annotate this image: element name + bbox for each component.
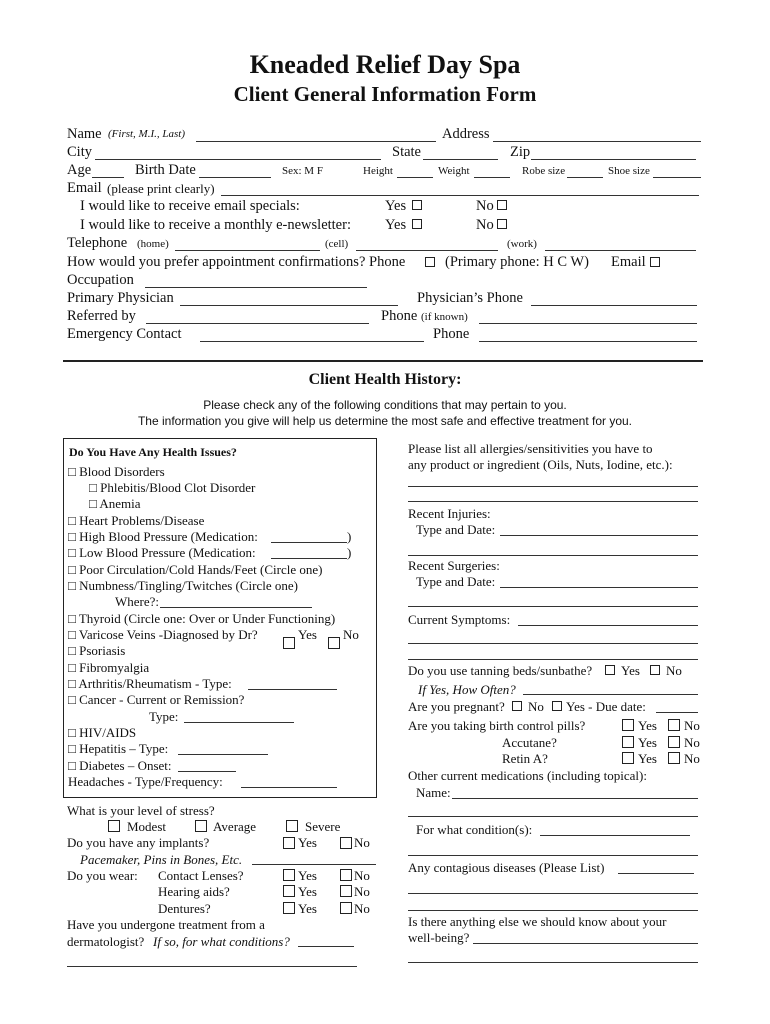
form-title: Kneaded Relief Day Spa [249, 50, 521, 79]
symptoms-field-3[interactable] [408, 659, 698, 660]
headaches-field[interactable] [241, 787, 337, 788]
confirm-phone-checkbox[interactable] [425, 257, 435, 267]
wellbeing-field-2[interactable] [408, 962, 698, 963]
shoe-size-label: Shoe size [608, 165, 650, 177]
emergency-contact-field[interactable] [200, 341, 424, 342]
birth-control-question: Are you taking birth control pills? [408, 718, 586, 733]
email-specials-no-checkbox[interactable] [497, 200, 507, 210]
hbp-medication-field[interactable] [271, 542, 347, 543]
tanning-how-often: If Yes, How Often? [418, 682, 516, 697]
birth-date-label: Birth Date [135, 162, 196, 178]
lbp-paren: ) [347, 545, 352, 560]
varicose-veins-item[interactable]: □ Varicose Veins -Diagnosed by Dr? [68, 627, 258, 642]
hearing-yes-label: Yes [298, 884, 317, 899]
varicose-yes-checkbox[interactable] [283, 637, 295, 649]
accutane-question: Accutane? [502, 735, 557, 750]
city-label: City [67, 144, 92, 160]
work-phone-field[interactable] [545, 250, 696, 251]
retin-no-checkbox[interactable] [668, 752, 680, 764]
medication-name-field[interactable] [452, 798, 698, 799]
health-history-heading: Client Health History: [308, 371, 462, 388]
sex-label: Sex: M F [282, 165, 323, 177]
retin-a-question: Retin A? [502, 751, 548, 766]
allergies-prompt-2: any product or ingredient (Oils, Nuts, Iodine, etc.): [408, 457, 673, 472]
cancer-type-field[interactable] [184, 722, 294, 723]
retin-yes-checkbox[interactable] [622, 752, 634, 764]
hepatitis-type-field[interactable] [178, 754, 268, 755]
robe-size-label: Robe size [522, 165, 566, 177]
emergency-contact-label: Emergency Contact [67, 326, 182, 342]
varicose-yes-label: Yes [298, 627, 317, 642]
implants-no-checkbox[interactable] [340, 837, 352, 849]
contacts-no-label: No [354, 868, 370, 883]
surgeries-field-2[interactable] [408, 606, 698, 607]
accutane-yes-checkbox[interactable] [622, 736, 634, 748]
varicose-no-checkbox[interactable] [328, 637, 340, 649]
occupation-field[interactable] [145, 287, 367, 288]
tanning-no-checkbox[interactable] [650, 665, 660, 675]
tanning-yes-label: Yes [621, 663, 640, 678]
weight-field[interactable] [474, 177, 510, 178]
stress-modest-checkbox[interactable] [108, 820, 120, 832]
blood-disorders-item[interactable]: □ Blood Disorders [68, 464, 165, 479]
newsletter-question: I would like to receive a monthly e-newsletter: [80, 217, 351, 233]
psoriasis-item[interactable]: □ Psoriasis [68, 643, 126, 658]
surgeries-type-date-label: Type and Date: [416, 574, 496, 589]
email-field[interactable] [221, 195, 699, 196]
email-specials-yes-label: Yes [385, 198, 407, 214]
contagious-field-1[interactable] [618, 873, 694, 874]
referral-phone-field[interactable] [479, 323, 697, 324]
hepatitis-item[interactable]: □ Hepatitis – Type: [68, 741, 169, 756]
implants-no-label: No [354, 835, 370, 850]
where-field[interactable] [160, 607, 312, 608]
stress-average-checkbox[interactable] [195, 820, 207, 832]
contagious-field-3[interactable] [408, 910, 698, 911]
contacts-yes-label: Yes [298, 868, 317, 883]
dentures-no-checkbox[interactable] [340, 902, 352, 914]
birth-control-no-label: No [684, 718, 700, 733]
email-hint: (please print clearly) [107, 181, 215, 196]
implants-question: Do you have any implants? [67, 835, 210, 850]
allergies-prompt-1: Please list all allergies/sensitivities you have to [408, 441, 653, 456]
confirm-email-checkbox[interactable] [650, 257, 660, 267]
tanning-no-label: No [666, 663, 682, 678]
stress-modest-label: Modest [127, 819, 166, 834]
fibromyalgia-item[interactable]: □ Fibromyalgia [68, 660, 150, 675]
accutane-no-checkbox[interactable] [668, 736, 680, 748]
hearing-aids-label: Hearing aids? [158, 884, 230, 899]
pregnant-due-date-label: Yes - Due date: [566, 699, 646, 714]
hiv-aids-item[interactable]: □ HIV/AIDS [68, 725, 137, 740]
hearing-no-checkbox[interactable] [340, 885, 352, 897]
allergies-field-2[interactable] [408, 501, 698, 502]
retin-yes-label: Yes [638, 751, 657, 766]
thyroid-item[interactable]: □ Thyroid (Circle one: Over or Under Functioning) [68, 611, 336, 626]
wear-question: Do you wear: [67, 868, 138, 883]
health-intro-1: Please check any of the following conditions that may pertain to you. [203, 398, 567, 412]
dentures-yes-checkbox[interactable] [283, 902, 295, 914]
implants-yes-checkbox[interactable] [283, 837, 295, 849]
medication-field-2[interactable] [408, 816, 698, 817]
low-blood-pressure-item[interactable]: □ Low Blood Pressure (Medication: [68, 545, 256, 560]
varicose-no-label: No [343, 627, 359, 642]
allergies-field-1[interactable] [408, 486, 698, 487]
state-field[interactable] [423, 159, 498, 160]
email-label: Email [67, 180, 102, 196]
work-phone-hint: (work) [507, 238, 537, 250]
referral-phone-label: Phone [381, 308, 418, 324]
home-phone-hint: (home) [137, 238, 169, 250]
cell-phone-hint: (cell) [325, 238, 349, 250]
newsletter-no-label: No [476, 217, 494, 233]
zip-label: Zip [510, 144, 531, 160]
contacts-yes-checkbox[interactable] [283, 869, 295, 881]
injuries-label: Recent Injuries: [408, 506, 491, 521]
surgeries-field-1[interactable] [500, 587, 698, 588]
contagious-question: Any contagious diseases (Please List) [408, 860, 605, 875]
symptoms-field-2[interactable] [408, 643, 698, 644]
wellbeing-question-1: Is there anything else we should know about your [408, 914, 667, 929]
dermatologist-field-1[interactable] [298, 946, 354, 947]
physician-phone-field[interactable] [531, 305, 697, 306]
arthritis-item[interactable]: □ Arthritis/Rheumatism - Type: [68, 676, 232, 691]
arthritis-type-field[interactable] [248, 689, 337, 690]
injuries-field-1[interactable] [500, 535, 698, 536]
stress-severe-checkbox[interactable] [286, 820, 298, 832]
symptoms-field-1[interactable] [518, 625, 698, 626]
age-label: Age [67, 162, 92, 178]
dentures-no-label: No [354, 901, 370, 916]
cancer-type-label: Type: [149, 709, 179, 724]
lbp-medication-field[interactable] [271, 558, 347, 559]
for-what-condition-field[interactable] [540, 835, 690, 836]
health-issues-title: Do You Have Any Health Issues? [69, 445, 237, 459]
physician-label: Primary Physician [67, 290, 174, 306]
diabetes-onset-field[interactable] [178, 771, 236, 772]
contagious-field-2[interactable] [408, 893, 698, 894]
dermatologist-hint: If so, for what conditions? [153, 934, 290, 949]
accutane-yes-label: Yes [638, 735, 657, 750]
pregnant-question: Are you pregnant? [408, 699, 505, 714]
pregnant-no-label: No [528, 699, 544, 714]
health-intro-2: The information you give will help us determine the most safe and effective treatment for you. [137, 414, 633, 428]
wellbeing-question-2: well-being? [408, 930, 470, 945]
pregnant-no-checkbox[interactable] [512, 701, 522, 711]
accutane-no-label: No [684, 735, 700, 750]
where-label: Where?: [115, 594, 160, 609]
emergency-phone-label: Phone [433, 326, 470, 342]
name-label: Name [67, 126, 102, 142]
dermatologist-question-2: dermatologist? [67, 934, 145, 949]
contact-lenses-label: Contact Lenses? [158, 868, 244, 883]
pregnant-yes-checkbox[interactable] [552, 701, 562, 711]
home-phone-field[interactable] [175, 250, 320, 251]
implants-hint: Pacemaker, Pins in Bones, Etc. [80, 852, 243, 867]
numbness-item[interactable]: □ Numbness/Tingling/Twitches (Circle one) [68, 578, 298, 593]
height-label: Height [363, 165, 393, 177]
confirm-primary-phone: (Primary phone: H C W) [445, 254, 589, 270]
other-medications-prompt: Other current medications (including topical): [408, 768, 647, 783]
newsletter-yes-checkbox[interactable] [412, 219, 422, 229]
tanning-question: Do you use tanning beds/sunbathe? [408, 663, 593, 678]
confirmation-question: How would you prefer appointment confirmations? Phone [67, 254, 406, 270]
height-field[interactable] [397, 177, 433, 178]
birth-date-field[interactable] [199, 177, 271, 178]
address-field[interactable] [493, 141, 701, 142]
telephone-label: Telephone [67, 235, 128, 251]
due-date-field[interactable] [656, 712, 698, 713]
tanning-yes-checkbox[interactable] [605, 665, 615, 675]
hearing-no-label: No [354, 884, 370, 899]
surgeries-label: Recent Surgeries: [408, 558, 500, 573]
contacts-no-checkbox[interactable] [340, 869, 352, 881]
dentures-label: Dentures? [158, 901, 211, 916]
condition-field-2[interactable] [408, 855, 698, 856]
cell-phone-field[interactable] [356, 250, 498, 251]
weight-label: Weight [438, 165, 470, 177]
dentures-yes-label: Yes [298, 901, 317, 916]
newsletter-no-checkbox[interactable] [497, 219, 507, 229]
dermatologist-field-2[interactable] [67, 966, 357, 967]
hbp-paren: ) [347, 529, 352, 544]
email-specials-no-label: No [476, 198, 494, 214]
high-blood-pressure-item[interactable]: □ High Blood Pressure (Medication: [68, 529, 258, 544]
birth-control-yes-label: Yes [638, 718, 657, 733]
newsletter-yes-label: Yes [385, 217, 407, 233]
hearing-yes-checkbox[interactable] [283, 885, 295, 897]
stress-question: What is your level of stress? [67, 803, 215, 818]
headaches-item: Headaches - Type/Frequency: [68, 774, 223, 789]
name-hint: (First, M.I., Last) [108, 128, 185, 140]
robe-size-field[interactable] [567, 177, 603, 178]
phlebitis-item[interactable]: □ Phlebitis/Blood Clot Disorder [89, 480, 256, 495]
referred-field[interactable] [146, 323, 369, 324]
email-specials-yes-checkbox[interactable] [412, 200, 422, 210]
injuries-field-2[interactable] [408, 555, 698, 556]
section-divider [63, 360, 703, 362]
retin-no-label: No [684, 751, 700, 766]
tanning-how-often-field[interactable] [523, 694, 698, 695]
symptoms-label: Current Symptoms: [408, 612, 511, 627]
occupation-label: Occupation [67, 272, 134, 288]
heart-problems-item[interactable]: □ Heart Problems/Disease [68, 513, 205, 528]
name-field[interactable] [196, 141, 436, 142]
physician-field[interactable] [180, 305, 398, 306]
physician-phone-label: Physician’s Phone [417, 290, 523, 306]
implants-yes-label: Yes [298, 835, 317, 850]
wellbeing-field-1[interactable] [473, 943, 698, 944]
implants-field[interactable] [252, 864, 376, 865]
stress-severe-label: Severe [305, 819, 341, 834]
injuries-type-date-label: Type and Date: [416, 522, 496, 537]
shoe-size-field[interactable] [653, 177, 701, 178]
form-subtitle: Client General Information Form [233, 82, 537, 106]
email-specials-question: I would like to receive email specials: [80, 198, 300, 214]
birth-control-no-checkbox[interactable] [668, 719, 680, 731]
for-what-condition-label: For what condition(s): [416, 822, 533, 837]
if-known-hint: (if known) [421, 311, 468, 323]
birth-control-yes-checkbox[interactable] [622, 719, 634, 731]
diabetes-item[interactable]: □ Diabetes – Onset: [68, 758, 172, 773]
address-label: Address [442, 126, 490, 142]
poor-circulation-item[interactable]: □ Poor Circulation/Cold Hands/Feet (Circle one) [68, 562, 323, 577]
anemia-item[interactable]: □ Anemia [89, 496, 141, 511]
dermatologist-question-1: Have you undergone treatment from a [67, 917, 265, 932]
referred-label: Referred by [67, 308, 136, 324]
state-label: State [392, 144, 421, 160]
city-field[interactable] [95, 159, 381, 160]
emergency-phone-field[interactable] [479, 341, 697, 342]
medication-name-label: Name: [416, 785, 451, 800]
confirm-email-label: Email [611, 254, 646, 270]
zip-field[interactable] [531, 159, 696, 160]
cancer-item[interactable]: □ Cancer - Current or Remission? [68, 692, 245, 707]
age-field[interactable] [92, 177, 124, 178]
stress-average-label: Average [213, 819, 257, 834]
